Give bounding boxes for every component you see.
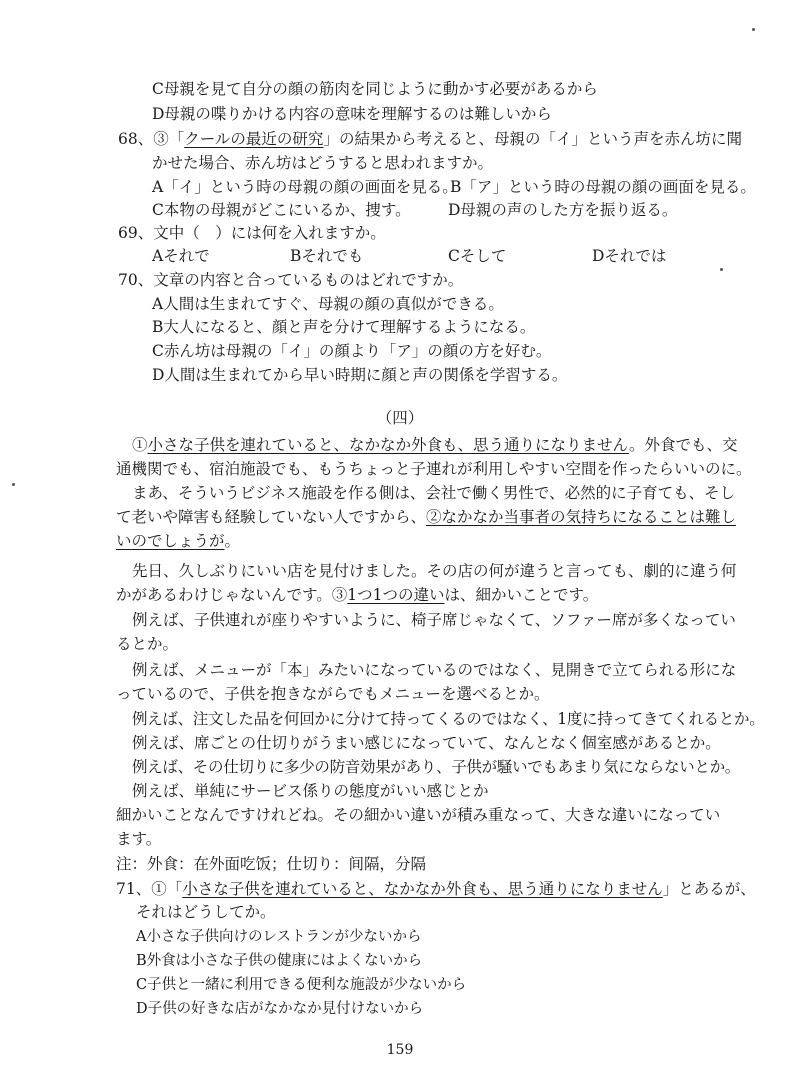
passage-p1-line2: 通機関でも、宿泊施設でも、もうちょっと子連れが利用しやすい空間を作ったらいいのに。: [116, 460, 752, 478]
q70-option-a: A人間は生まれてすぐ、母親の顔の真似ができる。: [152, 295, 504, 313]
p1-underlined: 小さな子供を連れていると、なかなか外食も、思う通りになりません: [147, 436, 629, 454]
q70-stem: 70、文章の内容と合っているものはどれですか。: [118, 271, 464, 289]
q69-option-a: Aそれで: [152, 247, 210, 265]
passage-p4-line2: るとか。: [116, 635, 179, 653]
q67-option-d: D母親の喋りかける内容の意味を理解するのは難しいから: [152, 105, 552, 123]
p1-rest: 。外食でも、交: [628, 436, 738, 454]
p1-mark: ①: [132, 436, 148, 454]
passage-p10-line1: 細かいことなんですけれどね。その細かい違いが積み重なって、大きな違いになってい: [116, 806, 721, 824]
q68-option-c: C本物の母親がどこにいるか、捜す。: [152, 201, 411, 219]
scan-speck: [12, 483, 15, 486]
passage-p2-line2: [116, 506, 736, 528]
q71-prefix: 71、①「: [116, 880, 183, 898]
passage-p6: 例えば、注文した品を何回かに分けて持ってくるのではなく、1度に持ってきてくれるとか。: [132, 710, 765, 728]
q68-stem-cont: かせた場合、赤ん坊はどうすると思われますか。: [152, 154, 494, 172]
q70-option-b: B大人になると、顔と声を分けて理解するようになる。: [152, 318, 536, 336]
passage-p1-line1: [132, 434, 737, 456]
q67-option-c: C母親を見て自分の顔の筋肉を同じように動かす必要があるから: [152, 80, 598, 98]
p2-end: 。: [224, 532, 241, 550]
q71-reference: 小さな子供を連れていると、なかなか外食も、思う通りになりません: [182, 880, 663, 898]
passage-p3-line2: [116, 584, 598, 606]
q71-option-a: A小さな子供向けのレストランが少ないから: [136, 929, 422, 945]
q69-stem: 69、文中（ ）には何を入れますか。: [118, 224, 386, 242]
passage-p2-line3: [116, 530, 240, 552]
passage-p3-line1: 先日、久しぶりにいい店を見付けました。その店の何が違うと言っても、劇的に違う何: [132, 562, 737, 580]
q71-stem: [116, 878, 756, 900]
passage-p5-line1: 例えば、メニューが「本」みたいになっているのではなく、見開きで立てられる形にな: [132, 661, 737, 679]
page-number: 159: [386, 1042, 414, 1058]
q71-suffix: 」とあるが、: [662, 880, 756, 898]
q68-stem: [118, 128, 742, 150]
q68-prefix: 68、③「: [118, 130, 185, 148]
passage-p10-line2: ます。: [116, 830, 162, 848]
q70-option-d: D人間は生まれてから早い時期に顔と声の関係を学習する。: [152, 366, 568, 384]
vocab-note: 注：外食：在外面吃饭；仕切り：间隔，分隔: [116, 855, 427, 873]
q68-suffix: 」の結果から考えると、母親の「イ」という声を赤ん坊に聞: [323, 130, 742, 148]
p2-underlined-cont: いのでしょうが: [116, 532, 225, 550]
q69-option-c: Cそして: [448, 247, 507, 265]
passage-p9: 例えば、単純にサービス係りの態度がいい感じとか: [132, 782, 489, 800]
q70-option-c: C赤ん坊は母親の「イ」の顔より「ア」の顔の方を好む。: [152, 342, 552, 360]
p3-underlined: 1つ1つの違い: [347, 586, 445, 604]
q68-option-b: B「ア」という時の母親の顔の画面を見る。: [450, 178, 756, 196]
q69-option-b: Bそれでも: [290, 247, 364, 265]
q68-reference: クールの最近の研究: [184, 130, 324, 148]
passage-p2-line1: まあ、そういうビジネス施設を作る側は、会社で働く男性で、必然的に子育ても、そし: [132, 484, 736, 502]
p3-pre: かがあるわけじゃないんです。③: [116, 586, 348, 604]
p2-pre: て老いや障害も経験していない人ですから、: [116, 508, 427, 526]
q71-option-b: B外食は小さな子供の健康にはよくないから: [136, 953, 423, 969]
q71-option-d: D子供の好きな店がなかなか見付けないから: [136, 1001, 424, 1017]
scan-speck: [752, 28, 755, 31]
passage-p4-line1: 例えば、子供連れが座りやすいように、椅子席じゃなくて、ソファー席が多くなってい: [132, 611, 736, 629]
q71-stem-cont: それはどうしてか。: [136, 903, 276, 921]
scan-speck: [720, 268, 723, 271]
q68-option-a: A「イ」という時の母親の顔の画面を見る。: [152, 178, 458, 196]
passage-p5-line2: っているので、子供を抱きながらでもメニューを選べるとか。: [116, 685, 550, 703]
passage-p7: 例えば、席ごとの仕切りがうまい感じになっていて、なんとなく個室感があるとか。: [132, 734, 721, 752]
passage-p8: 例えば、その仕切りに多少の防音効果があり、子供が騒いでもあまり気にならないとか。: [132, 758, 741, 776]
p3-post: は、細かいことです。: [444, 586, 599, 604]
q69-option-d: Dそれでは: [592, 247, 667, 265]
p2-underlined: ②なかなか当事者の気持ちになることは難し: [426, 508, 737, 526]
section-heading: （四）: [376, 409, 424, 427]
q71-option-c: C子供と一緒に利用できる便利な施設が少ないから: [136, 977, 467, 993]
q68-option-d: D母親の声のした方を振り返る。: [448, 201, 678, 219]
